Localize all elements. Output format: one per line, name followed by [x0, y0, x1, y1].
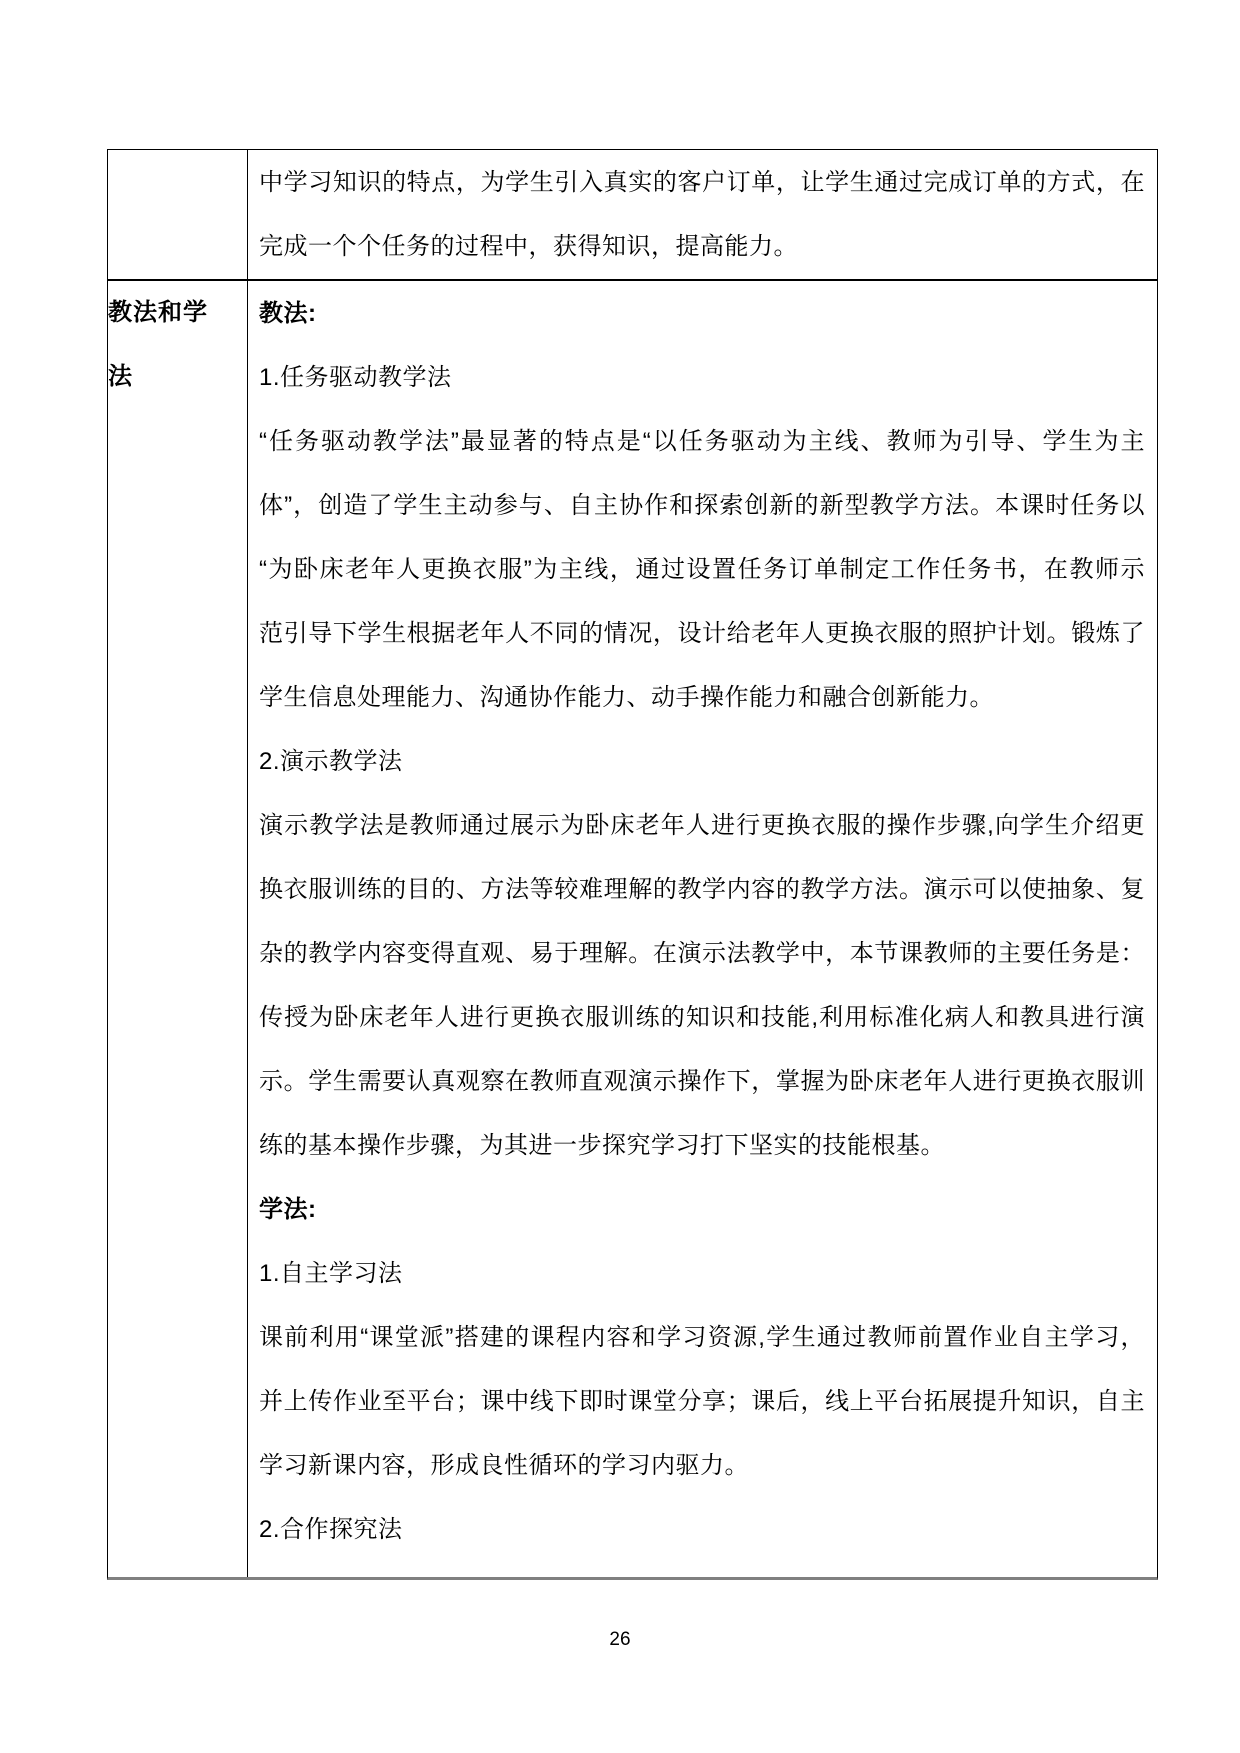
text-line: 2.演示教学法 [259, 748, 403, 775]
text-line: 1.自主学习法 [259, 1260, 403, 1287]
text-line: 体”，创造了学生主动参与、自主协作和探索创新的新型教学方法。本课时任务以 [259, 492, 1145, 519]
text-line: 课前利用“课堂派”搭建的课程内容和学习资源,学生通过教师前置作业自主学习， [259, 1324, 1145, 1351]
continued-text-cell [248, 150, 1157, 279]
text-line: 示。学生需要认真观察在教师直观演示操作下，掌握为卧床老年人进行更换衣服训 [259, 1068, 1145, 1095]
text-line: 杂的教学内容变得直观、易于理解。在演示法教学中，本节课教师的主要任务是： [259, 940, 1145, 967]
table-row-continued [108, 150, 1157, 281]
text-line: 1.任务驱动教学法 [259, 364, 452, 391]
page-number: 26 [609, 1629, 631, 1650]
text-line: 学习新课内容，形成良性循环的学习内驱力。 [259, 1452, 749, 1479]
table-row-methods [108, 281, 1157, 1577]
text-line: 中学习知识的特点，为学生引入真实的客户订单，让学生通过完成订单的方式，在 [259, 169, 1145, 196]
text-line: 传授为卧床老年人进行更换衣服训练的知识和技能,利用标准化病人和教具进行演 [259, 1004, 1145, 1031]
text-line: 练的基本操作步骤，为其进一步探究学习打下坚实的技能根基。 [259, 1132, 945, 1159]
text-line: “为卧床老年人更换衣服”为主线，通过设置任务订单制定工作任务书，在教师示 [259, 556, 1145, 583]
text-line: 教法和学 [108, 299, 208, 326]
text-line: “任务驱动教学法”最显著的特点是“以任务驱动为主线、教师为引导、学生为主 [259, 428, 1145, 455]
row-header-cell-methods [108, 281, 248, 1577]
text-line: 法 [108, 363, 133, 390]
lesson-plan-table [107, 149, 1158, 1580]
text-line: 演示教学法是教师通过展示为卧床老年人进行更换衣服的操作步骤,向学生介绍更 [259, 812, 1145, 839]
text-line: 教法: [259, 300, 317, 327]
text-line: 完成一个个任务的过程中，获得知识，提高能力。 [259, 233, 798, 260]
text-line: 并上传作业至平台；课中线下即时课堂分享；课后，线上平台拓展提升知识，自主 [259, 1388, 1145, 1415]
methods-text-cell [248, 281, 1157, 1577]
text-line: 学生信息处理能力、沟通协作能力、动手操作能力和融合创新能力。 [259, 684, 994, 711]
text-line: 换衣服训练的目的、方法等较难理解的教学内容的教学方法。演示可以使抽象、复 [259, 876, 1145, 903]
text-line: 2.合作探究法 [259, 1516, 403, 1543]
text-line: 学法: [259, 1196, 317, 1223]
row-header-cell-empty [108, 150, 248, 279]
text-line: 范引导下学生根据老年人不同的情况，设计给老年人更换衣服的照护计划。锻炼了 [259, 620, 1145, 647]
